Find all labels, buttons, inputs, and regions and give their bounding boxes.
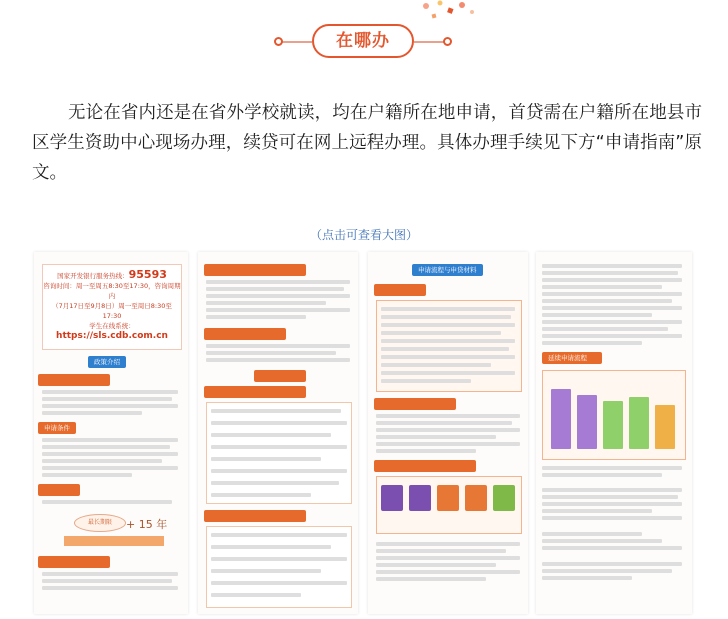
text-line bbox=[206, 308, 350, 312]
text-line bbox=[542, 546, 682, 550]
text-line bbox=[211, 493, 311, 497]
text-line bbox=[381, 331, 501, 335]
text-line bbox=[381, 371, 515, 375]
section-tag-b5 bbox=[204, 510, 306, 522]
section-tag-c3 bbox=[374, 460, 476, 472]
process-box bbox=[376, 300, 522, 392]
text-line bbox=[206, 344, 350, 348]
section-tag-c2 bbox=[374, 398, 456, 410]
text-line bbox=[542, 532, 642, 536]
text-line bbox=[376, 421, 512, 425]
term-badge: + 15 年 bbox=[126, 518, 168, 531]
text-line bbox=[211, 445, 347, 449]
section-tag-a4 bbox=[38, 556, 110, 568]
text-line bbox=[542, 502, 682, 506]
text-line bbox=[42, 466, 178, 470]
website-label: 学生在线系统： bbox=[89, 322, 135, 330]
tag-policy: 政策介绍 bbox=[88, 356, 126, 368]
text-line bbox=[42, 500, 172, 504]
text-line bbox=[542, 516, 682, 520]
flow-step-3 bbox=[437, 485, 459, 511]
text-line bbox=[206, 280, 350, 284]
text-line bbox=[211, 481, 339, 485]
confetti-decoration bbox=[418, 0, 478, 26]
hours-line-2: （7月17日至9月8日）周一至周日8:30至17:30 bbox=[52, 302, 172, 320]
text-line bbox=[211, 569, 321, 573]
title-dot-right bbox=[443, 37, 452, 46]
text-line bbox=[211, 593, 301, 597]
text-line bbox=[381, 363, 491, 367]
text-line bbox=[542, 576, 632, 580]
text-line bbox=[42, 473, 132, 477]
text-line bbox=[211, 457, 321, 461]
chart-bar bbox=[655, 405, 675, 449]
text-line bbox=[381, 355, 515, 359]
guide-sheet-4[interactable] bbox=[536, 252, 692, 614]
text-line bbox=[211, 409, 341, 413]
text-line bbox=[542, 488, 682, 492]
title-rule-right bbox=[414, 41, 444, 43]
text-line bbox=[376, 577, 486, 581]
top-banner bbox=[0, 0, 728, 78]
tag-conditions: 申请条件 bbox=[38, 422, 76, 434]
guide-sheet-1[interactable] bbox=[34, 252, 188, 614]
text-line bbox=[206, 358, 350, 362]
text-line bbox=[381, 379, 471, 383]
text-line bbox=[42, 572, 178, 576]
section-tag-c1 bbox=[374, 284, 426, 296]
text-line bbox=[42, 411, 142, 415]
text-line bbox=[42, 390, 178, 394]
text-line bbox=[42, 459, 162, 463]
flow-step-4 bbox=[465, 485, 487, 511]
hours-line-1: 咨询时间：周一至周五8:30至17:30，咨询周期内 bbox=[43, 282, 181, 300]
text-line bbox=[42, 452, 178, 456]
text-line bbox=[376, 414, 520, 418]
section-tag-b4 bbox=[204, 386, 306, 398]
text-line bbox=[381, 307, 515, 311]
text-line bbox=[542, 334, 682, 338]
chart-bar bbox=[577, 395, 597, 449]
text-line bbox=[381, 347, 509, 351]
text-line bbox=[542, 285, 662, 289]
text-line bbox=[542, 569, 672, 573]
tag-process: 申请流程与申贷材料 bbox=[412, 264, 483, 276]
stamp-text: 最长期限 bbox=[87, 519, 112, 526]
text-line bbox=[211, 433, 331, 437]
text-line bbox=[542, 509, 652, 513]
text-line bbox=[211, 581, 347, 585]
chart-area bbox=[551, 377, 677, 449]
text-line bbox=[376, 428, 520, 432]
text-line bbox=[206, 315, 306, 319]
text-line bbox=[381, 323, 515, 327]
text-line bbox=[42, 579, 172, 583]
text-line bbox=[542, 299, 672, 303]
hotline-number: 95593 bbox=[128, 268, 167, 281]
guide-sheet-2[interactable] bbox=[198, 252, 358, 614]
text-line bbox=[542, 341, 642, 345]
text-line bbox=[542, 495, 678, 499]
text-line bbox=[376, 563, 496, 567]
text-line bbox=[542, 327, 668, 331]
text-line bbox=[211, 533, 347, 537]
text-line bbox=[376, 442, 520, 446]
text-line bbox=[211, 469, 347, 473]
renewal-flow-chart bbox=[542, 370, 686, 460]
materials-table bbox=[206, 526, 352, 608]
chart-bar bbox=[603, 401, 623, 449]
text-line bbox=[42, 438, 178, 442]
section-tag-b1 bbox=[204, 264, 306, 276]
text-line bbox=[42, 445, 170, 449]
chart-bar bbox=[629, 397, 649, 449]
section-tag-a3 bbox=[38, 484, 80, 496]
section-title: 在哪办 bbox=[312, 24, 414, 58]
text-line bbox=[42, 586, 178, 590]
guide-sheet-3[interactable] bbox=[368, 252, 528, 614]
term-bar bbox=[64, 536, 164, 546]
text-line bbox=[381, 315, 511, 319]
flow-box bbox=[376, 476, 522, 534]
hotline-label: 国家开发银行服务热线： bbox=[57, 272, 129, 280]
hotline-box bbox=[42, 264, 182, 350]
flow-step-1 bbox=[381, 485, 403, 511]
text-line bbox=[211, 545, 331, 549]
section-tag-b2 bbox=[204, 328, 286, 340]
text-line bbox=[542, 306, 682, 310]
text-line bbox=[376, 542, 520, 546]
text-line bbox=[542, 313, 652, 317]
text-line bbox=[542, 473, 662, 477]
text-line bbox=[206, 301, 326, 305]
view-large-image-link[interactable]: （点击可查看大图） bbox=[309, 228, 418, 242]
text-line bbox=[381, 339, 515, 343]
text-line bbox=[211, 557, 347, 561]
title-dot-left bbox=[274, 37, 283, 46]
flow-step-2 bbox=[409, 485, 431, 511]
section-tag-b3 bbox=[254, 370, 306, 382]
text-line bbox=[376, 449, 476, 453]
text-line bbox=[211, 421, 347, 425]
flow-step-5 bbox=[493, 485, 515, 511]
text-line bbox=[206, 294, 350, 298]
text-line bbox=[376, 549, 506, 553]
text-line bbox=[376, 570, 520, 574]
chart-bar bbox=[551, 389, 571, 449]
text-line bbox=[42, 397, 172, 401]
text-line bbox=[542, 278, 682, 282]
text-line bbox=[206, 351, 336, 355]
term-stamp bbox=[74, 514, 126, 532]
text-line bbox=[376, 556, 520, 560]
website-url: https://sls.cdb.com.cn bbox=[56, 331, 168, 341]
text-line bbox=[542, 264, 682, 268]
text-line bbox=[542, 271, 678, 275]
text-line bbox=[542, 292, 682, 296]
text-line bbox=[542, 562, 682, 566]
text-line bbox=[542, 466, 682, 470]
text-line bbox=[42, 404, 178, 408]
text-line bbox=[542, 320, 682, 324]
text-line bbox=[376, 435, 496, 439]
text-line bbox=[542, 539, 662, 543]
conditions-table bbox=[206, 402, 352, 504]
section-tag-a1 bbox=[38, 374, 110, 386]
title-rule-left bbox=[282, 41, 312, 43]
tag-flow: 延续申请流程 bbox=[542, 352, 602, 364]
text-line bbox=[206, 287, 344, 291]
body-paragraph: 无论在省内还是在省外学校就读，均在户籍所在地申请，首贷需在户籍所在地县市区学生资助中心现场办理，续贷可在网上远程办理。具体办理手续见下方“申请指南”原文。 bbox=[32, 103, 702, 183]
